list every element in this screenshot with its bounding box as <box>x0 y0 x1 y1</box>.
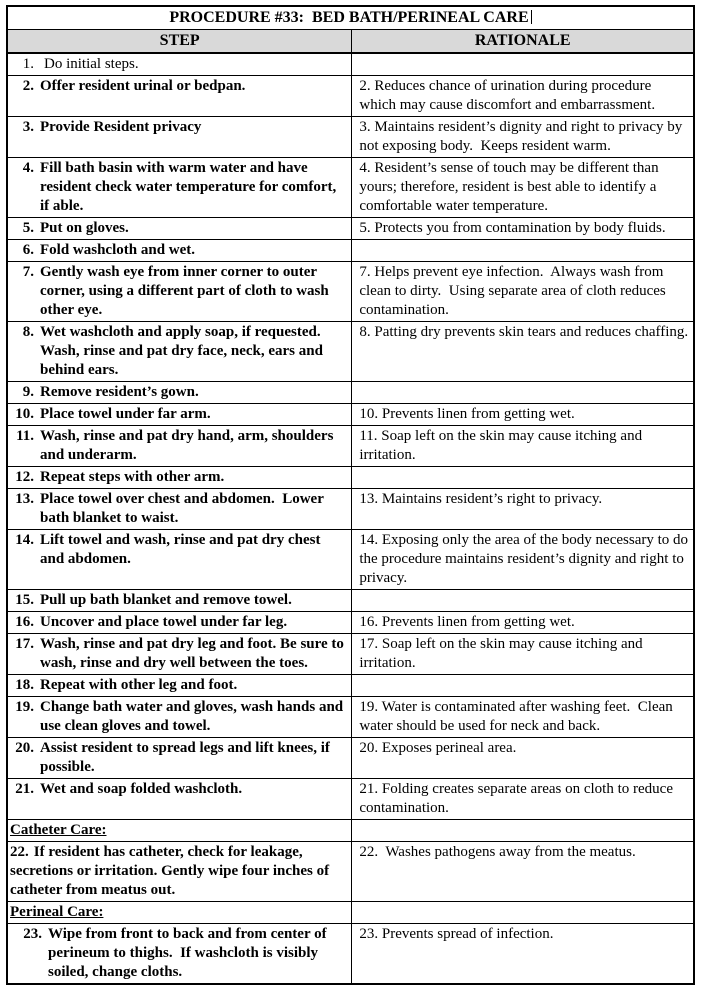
table-row <box>7 76 694 117</box>
step-cell <box>7 240 352 262</box>
table-row <box>7 240 694 262</box>
step-item <box>10 468 347 487</box>
step-text: Repeat steps with other arm. <box>40 469 225 485</box>
section-heading: Catheter Care: <box>10 822 107 838</box>
step-item <box>10 780 347 799</box>
step-item <box>10 55 347 74</box>
table-row <box>7 322 694 382</box>
step-item <box>10 531 347 569</box>
step-item <box>10 219 347 238</box>
step-cell <box>7 117 352 158</box>
step-item <box>10 591 347 610</box>
step-number: 15. <box>15 592 34 608</box>
step-text: Place towel under far arm. <box>40 406 211 422</box>
step-cell <box>7 322 352 382</box>
rationale-text: 19. Water is contaminated after washing feet. Clean water should be used for neck and back. <box>352 697 694 738</box>
step-item <box>10 635 347 673</box>
rationale-text: 16. Prevents linen from getting wet. <box>352 612 694 634</box>
step-cell <box>7 262 352 322</box>
step-text: Pull up bath blanket and remove towel. <box>40 592 292 608</box>
rationale-text: 5. Protects you from contamination by body fluids. <box>352 218 694 240</box>
section-cell <box>7 820 352 842</box>
step-number: 3. <box>22 119 34 135</box>
step-text: Gently wash eye from inner corner to outer corner, using a different part of cloth to wash other eye. <box>40 264 333 318</box>
page-title: PROCEDURE #33: BED BATH/PERINEAL CARE <box>169 9 529 26</box>
table-row <box>7 779 694 820</box>
rationale-text: 4. Resident’s sense of touch may be different than yours; therefore, resident is best able to identify a comfortable water temperature. <box>352 158 694 218</box>
step-text: If resident has catheter, check for leakage, secretions or irritation. Gently wipe four inches of catheter from meatus out. <box>10 844 333 898</box>
table-row <box>7 218 694 240</box>
step-cell <box>7 218 352 240</box>
table-row <box>7 675 694 697</box>
table-row <box>7 117 694 158</box>
step-item <box>10 77 347 96</box>
rationale-text <box>352 902 694 924</box>
step-cell <box>7 467 352 489</box>
step-cell <box>7 382 352 404</box>
table-row <box>7 262 694 322</box>
table-row <box>7 902 694 924</box>
step-text: Wash, rinse and pat dry leg and foot. Be sure to wash, rinse and dry well between the toes. <box>40 636 348 671</box>
step-text: Offer resident urinal or bedpan. <box>40 78 246 94</box>
text-cursor[interactable] <box>531 10 532 24</box>
section-cell <box>7 902 352 924</box>
step-item <box>10 676 347 695</box>
column-header-step: STEP <box>7 30 352 54</box>
step-text: Wet and soap folded washcloth. <box>40 781 243 797</box>
step-text: Place towel over chest and abdomen. Lower bath blanket to waist. <box>40 491 328 526</box>
step-cell <box>7 675 352 697</box>
rationale-text: 14. Exposing only the area of the body necessary to do the procedure maintains resident’s dignity and right to privacy. <box>352 530 694 590</box>
rationale-text: 8. Patting dry prevents skin tears and reduces chaffing. <box>352 322 694 382</box>
step-cell <box>7 842 352 902</box>
step-number: 23. <box>23 926 42 942</box>
step-item <box>10 739 347 777</box>
step-number: 14. <box>15 532 34 548</box>
step-item <box>10 843 347 900</box>
step-cell <box>7 634 352 675</box>
rationale-text: 2. Reduces chance of urination during procedure which may cause discomfort and embarrassment. <box>352 76 694 117</box>
step-number: 10. <box>15 406 34 422</box>
step-text: Provide Resident privacy <box>40 119 202 135</box>
step-item <box>10 159 347 216</box>
step-item <box>10 490 347 528</box>
step-cell <box>7 612 352 634</box>
step-number: 4. <box>22 160 34 176</box>
step-text: Uncover and place towel under far leg. <box>40 614 288 630</box>
step-item <box>10 427 347 465</box>
rationale-text: 22. Washes pathogens away from the meatus. <box>352 842 694 902</box>
rationale-text <box>352 820 694 842</box>
rationale-text <box>352 240 694 262</box>
section-heading: Perineal Care: <box>10 904 104 920</box>
step-number: 17. <box>15 636 34 652</box>
rationale-text <box>352 53 694 76</box>
rationale-text: 23. Prevents spread of infection. <box>352 924 694 985</box>
step-cell <box>7 158 352 218</box>
step-text: Assist resident to spread legs and lift knees, if possible. <box>40 740 334 775</box>
step-item <box>18 925 347 982</box>
procedure-table-body <box>7 53 694 984</box>
step-text: Remove resident’s gown. <box>40 384 199 400</box>
step-number: 12. <box>15 469 34 485</box>
step-text: Put on gloves. <box>40 220 129 236</box>
step-text: Change bath water and gloves, wash hands and use clean gloves and towel. <box>40 699 347 734</box>
rationale-text <box>352 675 694 697</box>
step-number: 6. <box>22 242 34 258</box>
step-cell <box>7 426 352 467</box>
step-item <box>10 383 347 402</box>
step-number: 16. <box>15 614 34 630</box>
table-row <box>7 467 694 489</box>
step-text: Lift towel and wash, rinse and pat dry chest and abdomen. <box>40 532 325 567</box>
step-cell <box>7 779 352 820</box>
table-row <box>7 426 694 467</box>
table-row <box>7 382 694 404</box>
step-number: 22. <box>10 844 29 860</box>
step-cell <box>7 76 352 117</box>
table-row <box>7 842 694 902</box>
step-item <box>10 118 347 137</box>
step-number: 2. <box>22 78 34 94</box>
step-cell <box>7 489 352 530</box>
rationale-text: 13. Maintains resident’s right to privacy. <box>352 489 694 530</box>
step-item <box>10 263 347 320</box>
step-text: Wipe from front to back and from center of perineum to thighs. If washcloth is visibly soiled, change cloths. <box>48 926 331 980</box>
table-row <box>7 53 694 76</box>
rationale-text: 7. Helps prevent eye infection. Always wash from clean to dirty. Using separate area of cloth reduces contamination. <box>352 262 694 322</box>
step-text: Wash, rinse and pat dry hand, arm, shoulders and underarm. <box>40 428 338 463</box>
step-item <box>10 613 347 632</box>
step-number: 1. <box>22 56 34 72</box>
table-row <box>7 820 694 842</box>
step-text: Repeat with other leg and foot. <box>40 677 238 693</box>
table-row <box>7 697 694 738</box>
step-number: 20. <box>15 740 34 756</box>
table-row <box>7 738 694 779</box>
step-cell <box>7 697 352 738</box>
step-number: 5. <box>22 220 34 236</box>
table-row <box>7 489 694 530</box>
step-text: Wet washcloth and apply soap, if requested. Wash, rinse and pat dry face, neck, ears and behind ears. <box>40 324 328 378</box>
step-text: Do initial steps. <box>44 56 139 72</box>
step-cell <box>7 404 352 426</box>
rationale-text: 17. Soap left on the skin may cause itching and irritation. <box>352 634 694 675</box>
rationale-text: 20. Exposes perineal area. <box>352 738 694 779</box>
column-header-row <box>7 30 694 54</box>
step-number: 9. <box>22 384 34 400</box>
step-number: 8. <box>22 324 34 340</box>
step-item <box>10 241 347 260</box>
table-row <box>7 612 694 634</box>
step-item <box>10 323 347 380</box>
rationale-text <box>352 590 694 612</box>
table-row <box>7 924 694 985</box>
table-row <box>7 634 694 675</box>
rationale-text <box>352 467 694 489</box>
step-number: 13. <box>15 491 34 507</box>
rationale-text <box>352 382 694 404</box>
rationale-text: 21. Folding creates separate areas on cloth to reduce contamination. <box>352 779 694 820</box>
step-number: 18. <box>15 677 34 693</box>
column-header-rationale: RATIONALE <box>352 30 694 54</box>
rationale-text: 3. Maintains resident’s dignity and right to privacy by not exposing body. Keeps resident warm. <box>352 117 694 158</box>
table-row <box>7 404 694 426</box>
step-cell <box>7 924 352 985</box>
title-row <box>7 6 694 30</box>
step-text: Fill bath basin with warm water and have resident check water temperature for comfort, if able. <box>40 160 341 214</box>
step-cell <box>7 530 352 590</box>
step-text: Fold washcloth and wet. <box>40 242 196 258</box>
step-number: 19. <box>15 699 34 715</box>
step-cell <box>7 738 352 779</box>
step-cell <box>7 590 352 612</box>
step-number: 21. <box>15 781 34 797</box>
table-row <box>7 158 694 218</box>
procedure-table <box>6 5 695 985</box>
table-title-cell <box>7 6 694 30</box>
step-number: 7. <box>22 264 34 280</box>
table-row <box>7 530 694 590</box>
table-row <box>7 590 694 612</box>
step-item <box>10 698 347 736</box>
step-item <box>10 405 347 424</box>
rationale-text: 11. Soap left on the skin may cause itching and irritation. <box>352 426 694 467</box>
step-cell <box>7 53 352 76</box>
step-number: 11. <box>16 428 34 444</box>
rationale-text: 10. Prevents linen from getting wet. <box>352 404 694 426</box>
